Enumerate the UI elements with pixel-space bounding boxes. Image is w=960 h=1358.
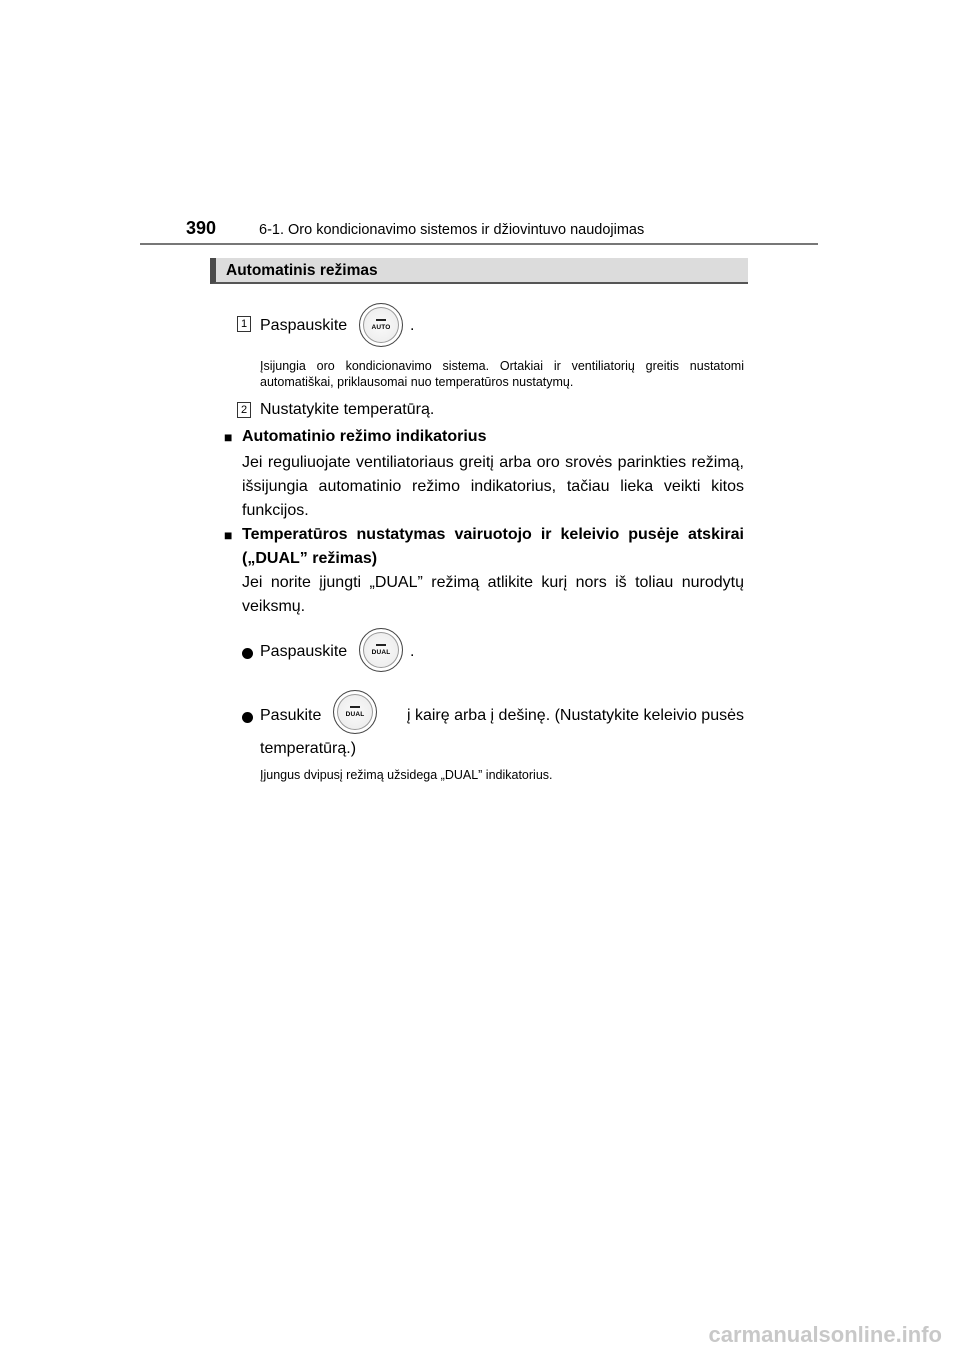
bullet1-text: Paspauskite: [260, 643, 348, 660]
dual-button-label: DUAL: [371, 649, 391, 656]
header-divider: [140, 243, 818, 245]
bullet2-continuation: temperatūrą.): [260, 740, 357, 757]
page-number: 390: [186, 218, 217, 238]
bullet-dot-icon: [242, 646, 253, 664]
auto-button-label: AUTO: [371, 324, 391, 331]
section-heading: [210, 258, 748, 284]
step2-text: Nustatykite temperatūrą.: [260, 401, 435, 418]
dual-body: Jei norite įjungti „DUAL” režimą atlikite kurį nors iš toliau nurodytų veiksmų.: [242, 574, 744, 615]
dual-button-icon: [359, 628, 403, 672]
bullet1-period: .: [410, 643, 415, 660]
indicator-body: Jei reguliuojate ventiliatoriaus greitį arba oro srovės parinkties režimą, išsijungia automatinio režimo indikatorius, tačiau lieka veikti kitos funkcijos.: [242, 454, 744, 519]
chapter-title: 6-1. Oro kondicionavimo sistemos ir džiovintuvo naudojimas: [259, 222, 645, 238]
bullet-dot-icon: [242, 710, 253, 728]
dual-note: Įjungus dvipusį režimą užsidega „DUAL” indikatorius.: [260, 768, 553, 782]
square-bullet-icon: ■: [224, 429, 233, 445]
bullet2-text: Pasukite: [260, 707, 322, 724]
section-title: Automatinis režimas: [226, 262, 378, 279]
auto-button-icon: [359, 303, 403, 347]
dual-dial-icon: [333, 690, 377, 734]
step-number-1: 1: [237, 316, 251, 332]
square-bullet-icon: ■: [224, 527, 233, 543]
step1-note: Įsijungia oro kondicionavimo sistema. Ortakiai ir ventiliatorių greitis nustatomi automatiškai, priklausomai nuo temperatūros nustatymų.: [260, 359, 744, 389]
step-number-2: 2: [237, 402, 251, 418]
watermark: carmanualsonline.info: [708, 1322, 942, 1347]
dual-heading: Temperatūros nustatymas vairuotojo ir keleivio pusėje atskirai („DUAL” režimas): [242, 526, 744, 567]
dual-dial-label: DUAL: [345, 711, 365, 718]
step1-period: .: [410, 317, 415, 334]
bullet2-text-after: į kairę arba į dešinę. (Nustatykite keleivio pusės: [406, 707, 744, 724]
indicator-heading: Automatinio režimo indikatorius: [242, 428, 487, 445]
step1-text: Paspauskite: [260, 317, 348, 334]
